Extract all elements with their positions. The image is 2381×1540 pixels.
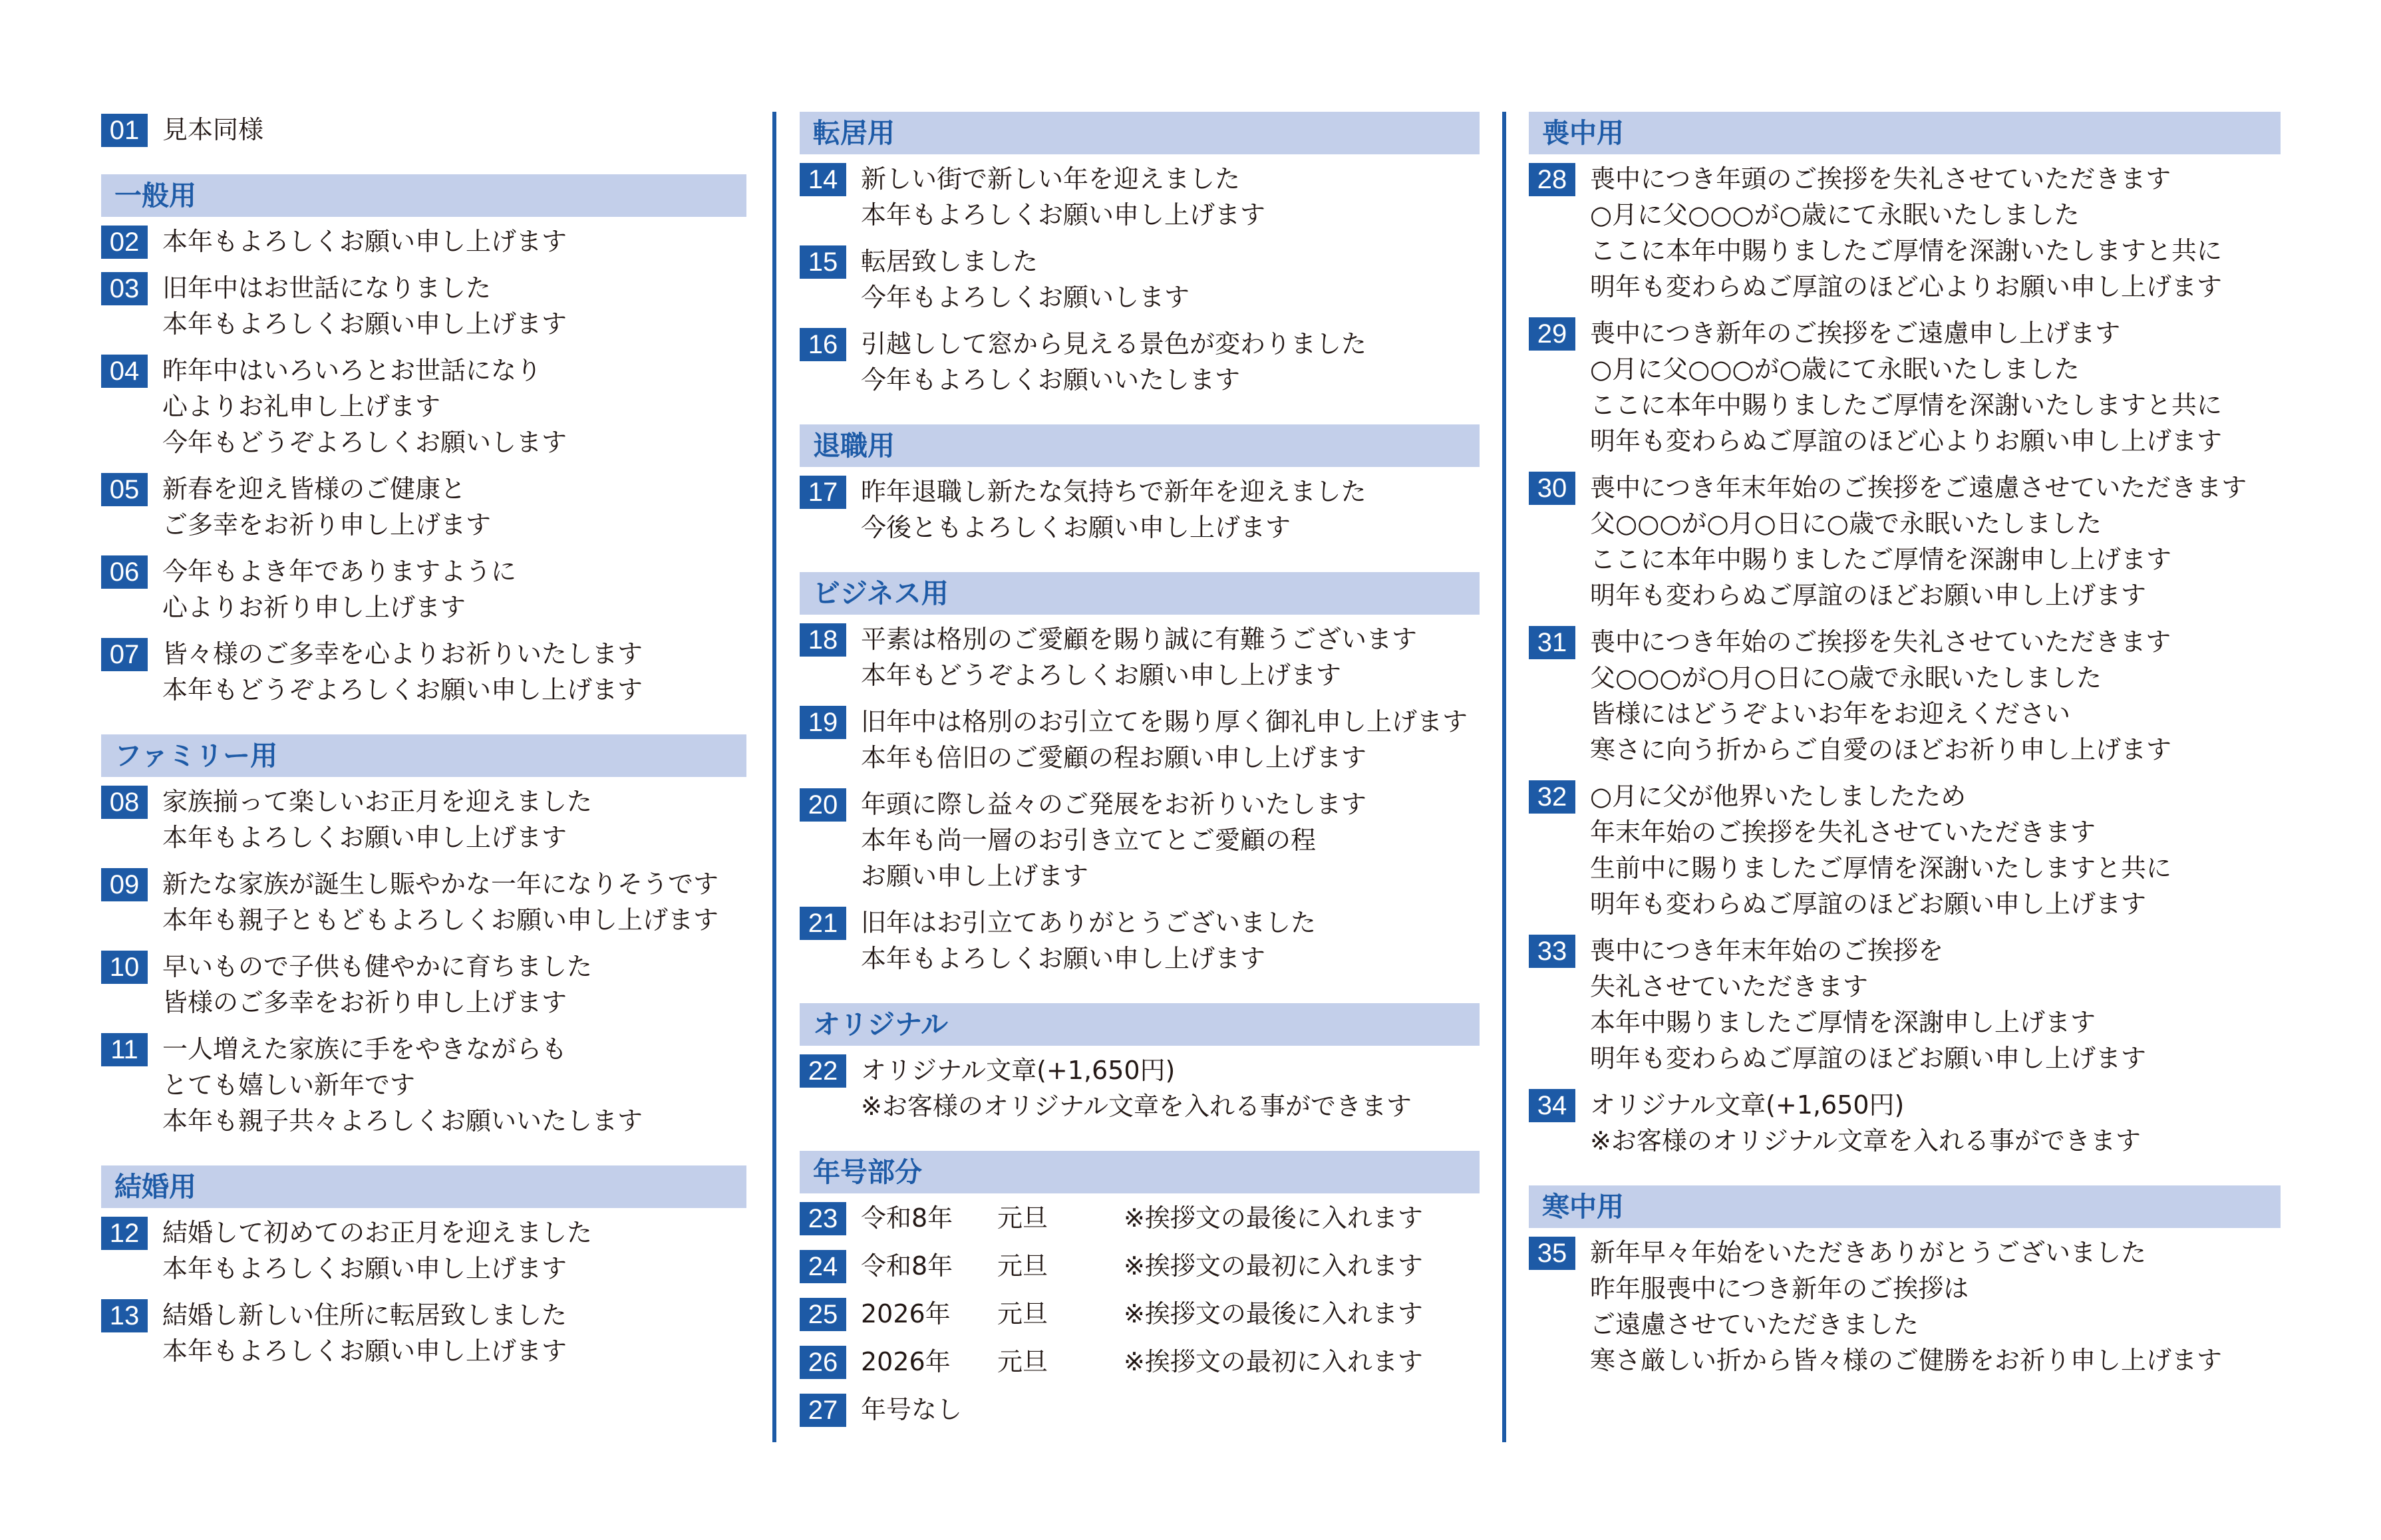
greeting-line: 旧年中はお世話になりました — [162, 273, 492, 303]
greeting-line: 旧年はお引立てありがとうございました — [861, 908, 1317, 937]
option-number-badge: 10 — [101, 951, 148, 984]
greeting-text — [162, 553, 516, 625]
greeting-line: 本年もよろしくお願い申し上げます — [162, 1254, 567, 1283]
greeting-text — [861, 243, 1190, 315]
greeting-line: 喪中につき年末年始のご挨拶をご遠慮させていただきます — [1590, 473, 2247, 502]
option-list — [800, 161, 1480, 398]
category-section — [800, 424, 1480, 545]
greeting-line: 転居致しました — [861, 247, 1038, 276]
era-day — [997, 1392, 1124, 1428]
era-note: ※挨拶文の最後に入れます — [1124, 1203, 1423, 1233]
greeting-text — [162, 270, 567, 342]
option-list — [1529, 1235, 2281, 1378]
greeting-text — [861, 161, 1265, 233]
greeting-option — [101, 553, 746, 625]
greeting-line: 本年も親子ともどもよろしくお願い申し上げます — [162, 905, 719, 935]
greeting-option — [101, 1297, 746, 1369]
greeting-line: 皆々様のご多幸を心よりお祈りいたします — [162, 639, 643, 669]
greeting-line: 本年もよろしくお願い申し上げます — [861, 200, 1266, 230]
greeting-line: 喪中につき年始のご挨拶を失礼させていただきます — [1590, 627, 2171, 657]
era-note: ※挨拶文の最後に入れます — [1124, 1299, 1423, 1328]
greeting-line: 年頭に際し益々のご発展をお祈りいたします — [861, 790, 1367, 819]
option-list — [800, 474, 1480, 545]
era-option — [800, 1296, 1480, 1332]
greeting-option — [800, 474, 1480, 545]
category-section — [800, 1003, 1480, 1124]
option-list — [101, 224, 746, 708]
greeting-line: 平素は格別のご愛顧を賜り誠に有難うございます — [861, 625, 1418, 654]
greeting-option — [1529, 315, 2281, 459]
greeting-text — [861, 474, 1366, 545]
greeting-line: 生前中に賜りましたご厚情を深謝いたしますと共に — [1590, 853, 2172, 883]
option-number-badge: 31 — [1529, 626, 1575, 659]
option-number-badge: 09 — [101, 868, 148, 901]
greeting-text — [162, 1215, 592, 1287]
option-number-badge: 33 — [1529, 935, 1575, 968]
era-option — [800, 1344, 1480, 1380]
greeting-line: オリジナル文章(+1,650円) — [1590, 1090, 1905, 1120]
column-divider — [772, 112, 776, 1442]
greeting-option — [1529, 1087, 2281, 1159]
greeting-text — [162, 784, 592, 855]
greeting-line: 本年もよろしくお願い申し上げます — [162, 823, 567, 852]
greeting-option — [800, 621, 1480, 693]
era-text — [861, 1200, 1423, 1236]
greeting-text — [861, 786, 1366, 894]
option-number-badge: 03 — [101, 272, 148, 305]
greeting-text — [1590, 1087, 2141, 1159]
greeting-option — [101, 949, 746, 1020]
greeting-line: 旧年中は格別のお引立てを賜り厚く御礼申し上げます — [861, 707, 1468, 736]
greeting-line: 一人増えた家族に手をやきながらも — [162, 1034, 567, 1064]
greeting-option — [101, 471, 746, 543]
greeting-text — [1590, 161, 2222, 305]
era-year: 2026年 — [861, 1347, 951, 1376]
greeting-text — [861, 704, 1468, 776]
column-3 — [1529, 112, 2281, 1405]
greeting-line: 結婚して初めてのお正月を迎えました — [162, 1218, 593, 1247]
greeting-line: 明年も変わらぬご厚誼のほどお願い申し上げます — [1590, 581, 2147, 610]
option-number-badge: 02 — [101, 226, 148, 259]
option-number-badge: 13 — [101, 1299, 148, 1332]
option-number-badge: 04 — [101, 355, 148, 388]
category-section — [101, 174, 746, 708]
greeting-option — [800, 326, 1480, 398]
era-option — [800, 1248, 1480, 1284]
greeting-text — [861, 905, 1316, 977]
era-option — [800, 1392, 1480, 1428]
category-header: 転居用 — [800, 112, 1480, 154]
category-header: 年号部分 — [800, 1151, 1480, 1193]
greeting-text — [1590, 315, 2222, 459]
greeting-line: 喪中につき年末年始のご挨拶を — [1590, 936, 1944, 965]
greeting-text — [162, 112, 263, 148]
option-number-badge: 01 — [101, 114, 148, 147]
greeting-line: 引越しして窓から見える景色が変わりました — [861, 329, 1367, 359]
column-1 — [101, 112, 746, 1396]
greeting-line: ○月に父○○○が○歳にて永眠いたしました — [1590, 200, 2080, 230]
option-number-badge: 32 — [1529, 780, 1575, 814]
greeting-option — [800, 161, 1480, 233]
era-day: 元旦 — [997, 1347, 1048, 1376]
greeting-option — [101, 224, 746, 259]
option-number-badge: 11 — [101, 1033, 148, 1066]
option-number-badge: 15 — [800, 245, 846, 279]
greeting-text — [162, 636, 643, 708]
option-number-badge: 34 — [1529, 1089, 1575, 1122]
option-number-badge: 17 — [800, 476, 846, 509]
greeting-line: 本年も尚一層のお引き立てとご愛顧の程 — [861, 826, 1317, 855]
greeting-line: 昨年服喪中につき新年のご挨拶は — [1590, 1274, 1969, 1303]
option-number-badge: 25 — [800, 1298, 846, 1331]
greeting-line: 喪中につき新年のご挨拶をご遠慮申し上げます — [1590, 319, 2121, 348]
greeting-line: ○月に父○○○が○歳にて永眠いたしました — [1590, 355, 2080, 384]
greeting-text — [162, 471, 491, 543]
option-number-badge: 21 — [800, 907, 846, 940]
option-number-badge: 19 — [800, 706, 846, 739]
greeting-text — [1590, 624, 2171, 768]
greeting-line: ※お客様のオリジナル文章を入れる事ができます — [861, 1092, 1412, 1121]
greeting-option — [1529, 778, 2281, 922]
greeting-line: ご遠慮させていただきました — [1590, 1310, 1919, 1339]
option-list — [800, 621, 1480, 977]
category-header: 喪中用 — [1529, 112, 2281, 154]
greeting-line: ご多幸をお祈り申し上げます — [162, 510, 492, 539]
greeting-line: ここに本年中賜りましたご厚情を深謝申し上げます — [1590, 545, 2172, 574]
greeting-option — [1529, 933, 2281, 1076]
greeting-option — [800, 1052, 1480, 1124]
option-number-badge: 18 — [800, 623, 846, 657]
greeting-line: 心よりお祈り申し上げます — [162, 593, 466, 622]
era-year: 令和8年 — [861, 1251, 953, 1281]
greeting-line: 新たな家族が誕生し賑やかな一年になりそうです — [162, 869, 719, 899]
option-number-badge: 16 — [800, 328, 846, 361]
era-section — [800, 1151, 1480, 1428]
greeting-option — [101, 353, 746, 460]
greeting-option — [800, 905, 1480, 977]
greeting-option — [1529, 470, 2281, 613]
greeting-line: 早いもので子供も健やかに育ちました — [162, 952, 593, 981]
option-list — [800, 1052, 1480, 1124]
greeting-line: 皆様のご多幸をお祈り申し上げます — [162, 988, 567, 1017]
greeting-text — [861, 326, 1366, 398]
greeting-line: 家族揃って楽しいお正月を迎えました — [162, 787, 593, 816]
greeting-line: とても嬉しい新年です — [162, 1070, 416, 1100]
category-header: 寒中用 — [1529, 1185, 2281, 1228]
option-number-badge: 35 — [1529, 1237, 1575, 1270]
greeting-line: 新年早々年始をいただきありがとうございました — [1590, 1238, 2147, 1267]
category-section — [800, 572, 1480, 977]
option-number-badge: 28 — [1529, 163, 1575, 196]
greeting-line: 本年もよろしくお願い申し上げます — [861, 944, 1266, 973]
category-section — [101, 1165, 746, 1369]
greeting-line: 本年もよろしくお願い申し上げます — [162, 309, 567, 339]
greeting-line: 今年もどうぞよろしくお願いします — [162, 428, 567, 457]
greeting-line: 本年もよろしくお願い申し上げます — [162, 1336, 567, 1366]
era-option-list — [800, 1200, 1480, 1428]
greeting-option — [101, 1031, 746, 1139]
category-header: 結婚用 — [101, 1165, 746, 1208]
category-header: 一般用 — [101, 174, 746, 217]
greeting-option — [1529, 161, 2281, 305]
greeting-line: 新しい街で新しい年を迎えました — [861, 164, 1241, 194]
category-header: ファミリー用 — [101, 734, 746, 777]
greeting-line: 喪中につき年頭のご挨拶を失礼させていただきます — [1590, 164, 2171, 194]
greeting-line: 本年中賜りましたご厚情を深謝申し上げます — [1590, 1008, 2096, 1037]
greeting-line: 今年もよろしくお願いします — [861, 283, 1190, 312]
option-number-badge: 05 — [101, 473, 148, 506]
greeting-option — [101, 112, 746, 148]
category-header: 退職用 — [800, 424, 1480, 467]
greeting-option — [1529, 1235, 2281, 1378]
greeting-text — [1590, 933, 2146, 1076]
column-2 — [800, 112, 1480, 1454]
category-section — [800, 112, 1480, 398]
era-text — [861, 1248, 1423, 1284]
greeting-line: 父○○○が○月○日に○歳で永眠いたしました — [1590, 663, 2102, 693]
greeting-line: 本年も親子共々よろしくお願いいたします — [162, 1106, 643, 1136]
era-text — [861, 1296, 1423, 1332]
greeting-option — [101, 636, 746, 708]
era-year: 年号なし — [861, 1395, 963, 1424]
greeting-text — [162, 224, 567, 259]
option-number-badge: 07 — [101, 638, 148, 671]
option-number-badge: 24 — [800, 1250, 846, 1283]
era-text — [861, 1392, 1124, 1428]
era-note: ※挨拶文の最初に入れます — [1124, 1347, 1423, 1376]
greeting-line: 寒さに向う折からご自愛のほどお祈り申し上げます — [1590, 735, 2172, 764]
option-number-badge: 06 — [101, 555, 148, 589]
era-option — [800, 1200, 1480, 1236]
greeting-line: お願い申し上げます — [861, 861, 1089, 891]
option-list — [101, 784, 746, 1139]
era-year: 2026年 — [861, 1299, 951, 1328]
era-day: 元旦 — [997, 1203, 1048, 1233]
era-note: ※挨拶文の最初に入れます — [1124, 1251, 1423, 1281]
greeting-option — [101, 270, 746, 342]
option-number-badge: 23 — [800, 1202, 846, 1235]
greeting-option — [800, 704, 1480, 776]
option-number-badge: 26 — [800, 1346, 846, 1379]
greeting-text — [162, 866, 718, 938]
greeting-option — [1529, 624, 2281, 768]
greeting-line: 本年もどうぞよろしくお願い申し上げます — [162, 675, 643, 704]
era-year: 令和8年 — [861, 1203, 953, 1233]
option-number-badge: 12 — [101, 1217, 148, 1250]
greeting-text — [1590, 470, 2247, 613]
greeting-option — [800, 786, 1480, 894]
greeting-line: 今年もよき年でありますように — [162, 557, 517, 586]
greeting-line: 本年もどうぞよろしくお願い申し上げます — [861, 661, 1342, 690]
era-text — [861, 1344, 1423, 1380]
option-number-badge: 14 — [800, 163, 846, 196]
greeting-text — [861, 621, 1417, 693]
option-number-badge: 20 — [800, 788, 846, 822]
option-number-badge: 29 — [1529, 317, 1575, 351]
greeting-line: 明年も変わらぬご厚誼のほどお願い申し上げます — [1590, 889, 2147, 919]
greeting-text — [162, 949, 592, 1020]
greeting-line: 本年もよろしくお願い申し上げます — [162, 227, 567, 256]
greeting-line: 今年もよろしくお願いいたします — [861, 365, 1241, 394]
greeting-line: ここに本年中賜りましたご厚情を深謝いたしますと共に — [1590, 236, 2223, 265]
greeting-line: ※お客様のオリジナル文章を入れる事ができます — [1590, 1126, 2141, 1155]
option-number-badge: 30 — [1529, 472, 1575, 505]
greeting-line: 寒さ厳しい折から皆々様のご健勝をお祈り申し上げます — [1590, 1346, 2223, 1375]
era-day: 元旦 — [997, 1251, 1048, 1281]
category-section — [101, 734, 746, 1139]
greeting-option — [101, 866, 746, 938]
category-section — [1529, 1185, 2281, 1378]
greeting-text — [162, 1297, 567, 1369]
option-list — [1529, 161, 2281, 1159]
era-day: 元旦 — [997, 1299, 1048, 1328]
greeting-line: 年末年始のご挨拶を失礼させていただきます — [1590, 818, 2096, 847]
category-header: ビジネス用 — [800, 572, 1480, 615]
option-number-badge: 27 — [800, 1394, 846, 1427]
greeting-line: オリジナル文章(+1,650円) — [861, 1056, 1176, 1085]
greeting-line: 明年も変わらぬご厚誼のほどお願い申し上げます — [1590, 1044, 2147, 1073]
greeting-text — [1590, 778, 2171, 922]
greeting-text — [1590, 1235, 2222, 1378]
greeting-line: 見本同様 — [162, 115, 264, 144]
option-list — [101, 1215, 746, 1369]
greeting-line: 昨年退職し新たな気持ちで新年を迎えました — [861, 477, 1366, 506]
greeting-line: 心よりお礼申し上げます — [162, 392, 441, 421]
column-divider — [1502, 112, 1506, 1442]
greeting-line: 明年も変わらぬご厚誼のほど心よりお願い申し上げます — [1590, 426, 2223, 456]
greeting-line: ここに本年中賜りましたご厚情を深謝いたしますと共に — [1590, 390, 2223, 420]
greeting-option — [101, 1215, 746, 1287]
category-header: オリジナル — [800, 1003, 1480, 1046]
category-section — [1529, 112, 2281, 1159]
greeting-line: 昨年中はいろいろとお世話になり — [162, 356, 542, 385]
option-number-badge: 08 — [101, 786, 148, 819]
greeting-line: 皆様にはどうぞよいお年をお迎えください — [1590, 699, 2071, 728]
greeting-line: 新春を迎え皆様のご健康と — [162, 474, 466, 504]
greeting-line: 明年も変わらぬご厚誼のほど心よりお願い申し上げます — [1590, 272, 2223, 301]
greeting-line: ○月に父が他界いたしましたため — [1590, 782, 1967, 811]
greeting-text — [861, 1052, 1412, 1124]
greeting-option — [101, 784, 746, 855]
option-number-badge: 22 — [800, 1054, 846, 1088]
greeting-line: 失礼させていただきます — [1590, 972, 1869, 1001]
greeting-option — [800, 243, 1480, 315]
greeting-line: 本年も倍旧のご愛顧の程お願い申し上げます — [861, 743, 1367, 772]
greeting-text — [162, 353, 567, 460]
greeting-text — [162, 1031, 643, 1139]
greeting-line: 今後ともよろしくお願い申し上げます — [861, 513, 1291, 542]
greeting-line: 父○○○が○月○日に○歳で永眠いたしました — [1590, 509, 2102, 538]
greeting-line: 結婚し新しい住所に転居致しました — [162, 1301, 567, 1330]
